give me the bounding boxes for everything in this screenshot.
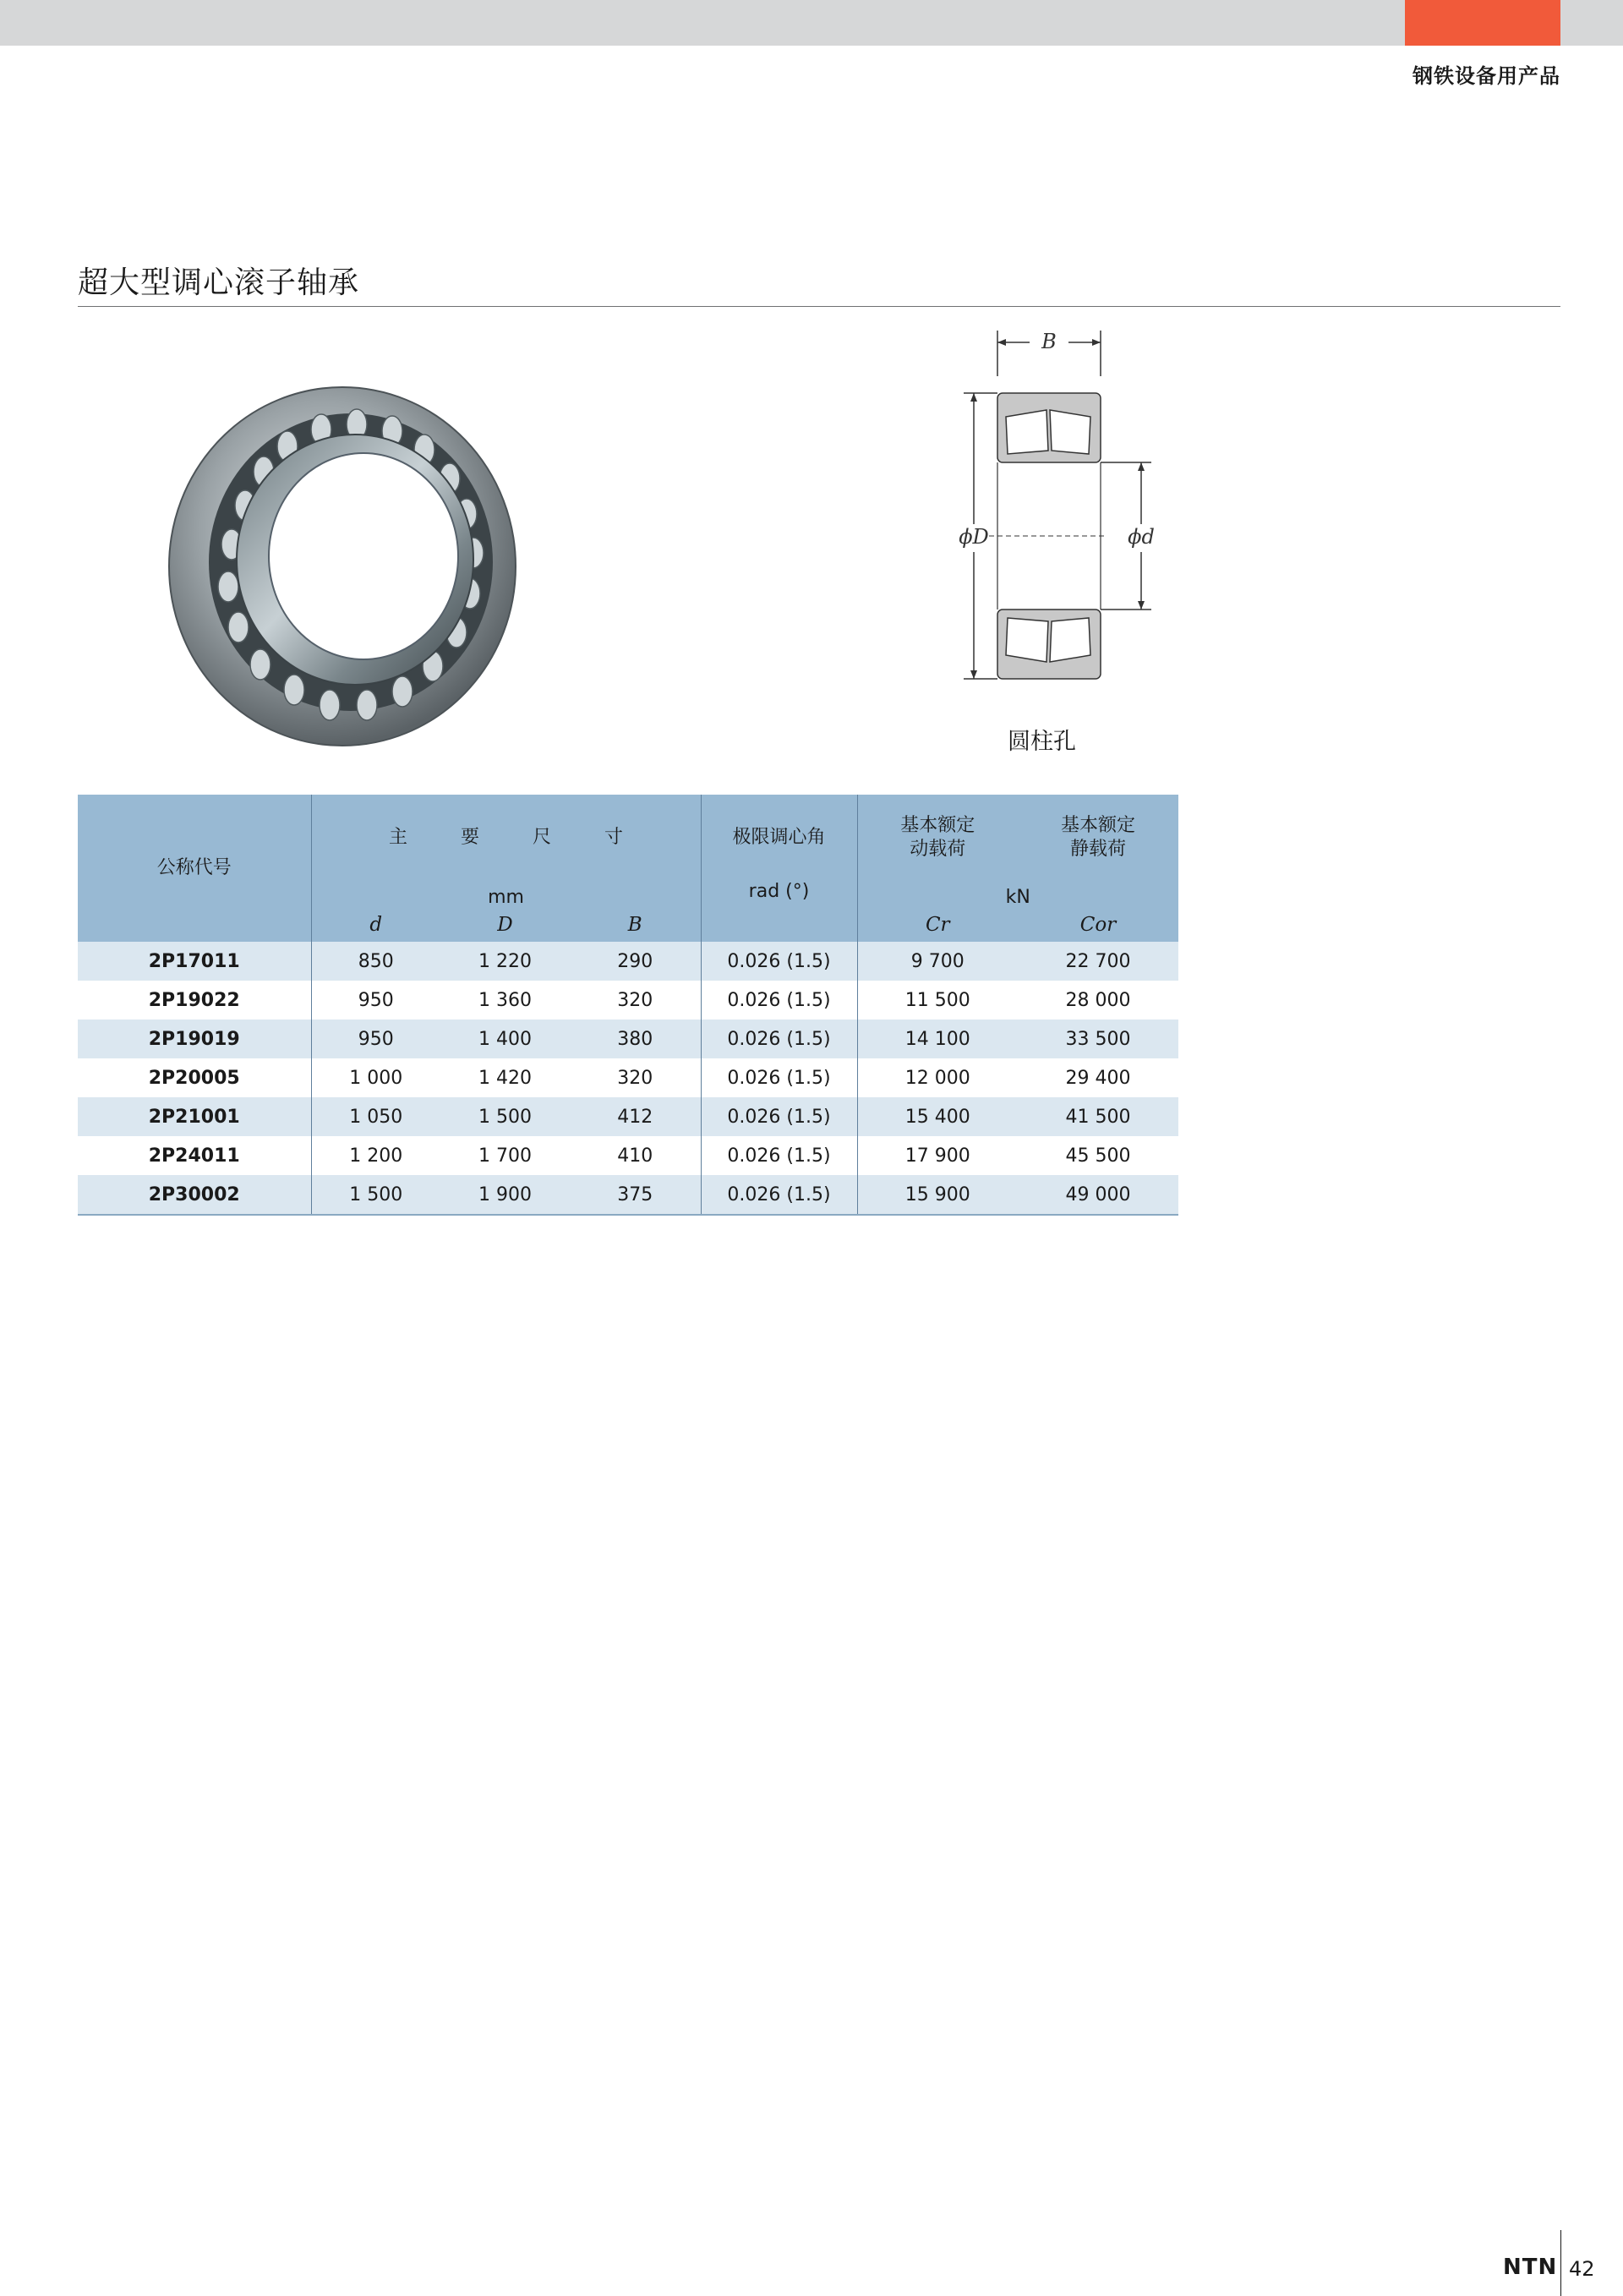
cell-angle: 0.026 (1.5) [701, 1175, 857, 1215]
cell-Cor: 28 000 [1018, 981, 1178, 1020]
cell-angle: 0.026 (1.5) [701, 942, 857, 981]
table-row [78, 1097, 1178, 1136]
cell-Cr: 11 500 [857, 981, 1018, 1020]
cell-code: 2P30002 [78, 1175, 311, 1215]
header-dimensions: 主 要 尺 寸 [389, 827, 647, 848]
header-code: 公称代号 [78, 795, 311, 942]
cell-B: 375 [570, 1175, 701, 1215]
cell-Cr: 15 900 [857, 1175, 1018, 1215]
table-row [78, 1175, 1178, 1215]
header-load-unit: kN [857, 881, 1178, 908]
table-row [78, 1020, 1178, 1058]
cell-D: 1 220 [440, 942, 570, 981]
cell-code: 2P21001 [78, 1097, 311, 1136]
cell-d: 1 200 [311, 1136, 440, 1175]
header-B: B [570, 908, 701, 942]
diagram-caption: 圆柱孔 [1008, 729, 1076, 755]
cell-D: 1 360 [440, 981, 570, 1020]
cell-Cr: 15 400 [857, 1097, 1018, 1136]
cell-d: 1 050 [311, 1097, 440, 1136]
cell-d: 1 000 [311, 1058, 440, 1097]
header-Cr: Cr [857, 908, 1018, 942]
header-d: d [311, 908, 440, 942]
cell-Cr: 12 000 [857, 1058, 1018, 1097]
cell-code: 2P19019 [78, 1020, 311, 1058]
cell-d: 850 [311, 942, 440, 981]
page-title: 超大型调心滚子轴承 [78, 265, 360, 300]
cell-code: 2P19022 [78, 981, 311, 1020]
section-category: 钢铁设备用产品 [1413, 64, 1560, 88]
cell-code: 2P20005 [78, 1058, 311, 1097]
cell-D: 1 700 [440, 1136, 570, 1175]
label-width-B: B [1041, 330, 1057, 353]
label-outer-diameter: ϕD [959, 525, 989, 549]
cell-Cor: 41 500 [1018, 1097, 1178, 1136]
cell-Cor: 22 700 [1018, 942, 1178, 981]
header-dimension-unit: mm [311, 881, 701, 908]
cell-d: 950 [311, 981, 440, 1020]
title-rule [78, 306, 1560, 307]
cell-B: 412 [570, 1097, 701, 1136]
cell-Cr: 14 100 [857, 1020, 1018, 1058]
cell-Cr: 17 900 [857, 1136, 1018, 1175]
cell-B: 320 [570, 981, 701, 1020]
cell-angle: 0.026 (1.5) [701, 981, 857, 1020]
cell-d: 1 500 [311, 1175, 440, 1215]
bearing-cross-section-diagram [938, 325, 1158, 689]
cell-D: 1 500 [440, 1097, 570, 1136]
header-static-load: 基本额定 静载荷 [1018, 795, 1178, 881]
cell-D: 1 900 [440, 1175, 570, 1215]
bearing-spec-table [78, 795, 1178, 1216]
cell-d: 950 [311, 1020, 440, 1058]
ntn-logo: NTN [1503, 2255, 1558, 2280]
cell-code: 2P17011 [78, 942, 311, 981]
top-bar [0, 0, 1623, 46]
cell-angle: 0.026 (1.5) [701, 1020, 857, 1058]
table-row [78, 981, 1178, 1020]
cell-angle: 0.026 (1.5) [701, 1058, 857, 1097]
header-angle: 极限调心角 [701, 795, 857, 881]
cell-Cr: 9 700 [857, 942, 1018, 981]
table-row [78, 1058, 1178, 1097]
cell-Cor: 29 400 [1018, 1058, 1178, 1097]
bearing-photo [161, 380, 524, 752]
header-angle-unit: rad (°) [701, 881, 857, 942]
header-D: D [440, 908, 570, 942]
page-number: 42 [1569, 2257, 1595, 2281]
table-row [78, 1136, 1178, 1175]
footer-rule [1560, 2230, 1561, 2296]
cell-angle: 0.026 (1.5) [701, 1097, 857, 1136]
cell-angle: 0.026 (1.5) [701, 1136, 857, 1175]
top-accent-block [1405, 0, 1560, 46]
cell-D: 1 400 [440, 1020, 570, 1058]
table-row [78, 942, 1178, 981]
cell-Cor: 33 500 [1018, 1020, 1178, 1058]
cell-D: 1 420 [440, 1058, 570, 1097]
cell-code: 2P24011 [78, 1136, 311, 1175]
label-bore-diameter: ϕd [1128, 525, 1155, 549]
cell-B: 290 [570, 942, 701, 981]
cell-Cor: 45 500 [1018, 1136, 1178, 1175]
cell-B: 380 [570, 1020, 701, 1058]
cell-B: 320 [570, 1058, 701, 1097]
cell-B: 410 [570, 1136, 701, 1175]
header-Cor: Cor [1018, 908, 1178, 942]
header-dynamic-load: 基本额定 动载荷 [857, 795, 1018, 881]
cell-Cor: 49 000 [1018, 1175, 1178, 1215]
